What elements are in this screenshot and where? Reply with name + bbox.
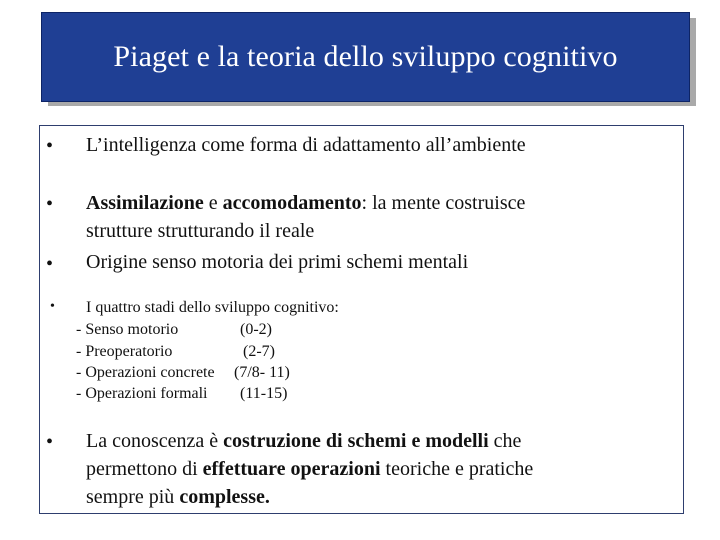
item-5-emphasis: costruzione di schemi e modelli xyxy=(223,430,489,452)
item-5-text: che xyxy=(488,430,522,452)
item-5-line-1 xyxy=(86,427,521,455)
item-5-text: La conoscenza è xyxy=(86,430,224,452)
stage-row: - Operazioni concrete xyxy=(76,364,215,381)
stages-heading: I quattro stadi dello sviluppo cognitivo: xyxy=(86,299,339,316)
term-accomodamento: accomodamento xyxy=(222,192,362,214)
slide-title: Piaget e la teoria dello sviluppo cognitivo xyxy=(113,40,618,73)
bullet-2: • xyxy=(46,193,54,215)
item-5-line-2 xyxy=(86,455,533,483)
item-2-line-1 xyxy=(86,189,525,217)
item-5-emphasis: effettuare operazioni xyxy=(202,458,381,480)
item-1-text: L’intelligenza come forma di adattamento all’ambiente xyxy=(86,134,526,156)
item-3-text: Origine senso motoria dei primi schemi mentali xyxy=(86,251,469,273)
stage-range: (0-2) xyxy=(240,321,272,338)
item-5-text: permettono di xyxy=(86,458,203,480)
item-5-line-3 xyxy=(86,483,270,511)
item-2-connector: e xyxy=(203,192,223,214)
item-5-emphasis: complesse. xyxy=(179,486,270,508)
stage-range: (11-15) xyxy=(240,385,288,402)
item-5-text: teoriche e pratiche xyxy=(380,458,534,480)
bullet-5: • xyxy=(46,431,54,453)
stage-row: - Senso motorio xyxy=(76,321,179,338)
item-5-text: sempre più xyxy=(86,486,180,508)
bullet-3: • xyxy=(46,253,54,275)
stage-row: - Operazioni formali xyxy=(76,385,208,402)
item-2-line-2: strutture strutturando il reale xyxy=(86,220,315,242)
stage-row: - Preoperatorio xyxy=(76,343,173,360)
stage-range: (2-7) xyxy=(243,343,275,360)
bullet-4: • xyxy=(50,299,55,314)
title-bar xyxy=(41,12,690,102)
term-assimilazione: Assimilazione xyxy=(86,192,204,214)
bullet-1: • xyxy=(46,135,54,157)
item-2-rest: : la mente costruisce xyxy=(361,192,526,214)
stage-range: (7/8- 11) xyxy=(234,364,290,381)
